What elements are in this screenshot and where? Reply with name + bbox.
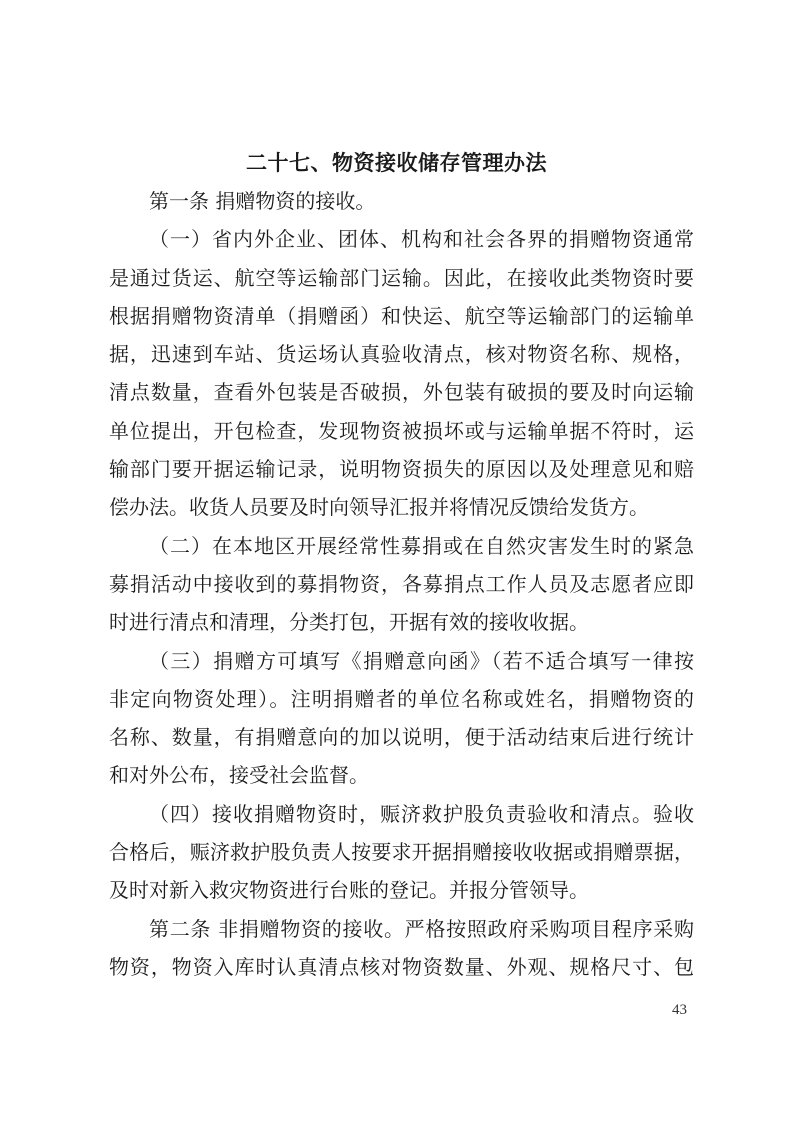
text-line: 时进行清点和清理，分类打包，开据有效的接收收据。 bbox=[109, 610, 589, 635]
text-line: 和对外公布，接受社会监督。 bbox=[109, 763, 369, 788]
text-line: （四）接收捐赠物资时，赈济救护股负责验收和清点。验收 bbox=[149, 801, 694, 826]
text-line: （一）省内外企业、团体、机构和社会各界的捐赠物资通常 bbox=[149, 227, 694, 252]
text-line: （三）捐赠方可填写《捐赠意向函》（若不适合填写一律按 bbox=[149, 648, 694, 673]
text-line: 第二条 非捐赠物资的接收。严格按照政府采购项目程序采购 bbox=[149, 916, 694, 941]
text-line: 根据捐赠物资清单（捐赠函）和快运、航空等运输部门的运输单 bbox=[109, 303, 694, 328]
body-text bbox=[109, 182, 694, 986]
text-line: 非定向物资处理）。注明捐赠者的单位名称或姓名，捐赠物资的 bbox=[109, 686, 694, 711]
text-line: 名称、数量，有捐赠意向的加以说明，便于活动结束后进行统计 bbox=[109, 725, 694, 750]
text-line: 及时对新入救灾物资进行台账的登记。并报分管领导。 bbox=[109, 878, 589, 903]
text-line: 第一条 捐赠物资的接收。 bbox=[149, 189, 376, 213]
text-line: 据，迅速到车站、货运场认真验收清点，核对物资名称、规格， bbox=[109, 342, 694, 367]
page-title: 二十七、物资接收储存管理办法 bbox=[246, 151, 547, 175]
text-line: （二）在本地区开展经常性募捐或在自然灾害发生时的紧急 bbox=[149, 533, 694, 558]
text-line: 物资，物资入库时认真清点核对物资数量、外观、规格尺寸、包 bbox=[109, 954, 694, 979]
text-line: 募捐活动中接收到的募捐物资，各募捐点工作人员及志愿者应即 bbox=[109, 571, 694, 596]
text-line: 单位提出，开包检查，发现物资被损坏或与运输单据不符时，运 bbox=[109, 418, 694, 443]
page-number: 43 bbox=[672, 1002, 687, 1018]
text-line: 是通过货运、航空等运输部门运输。因此，在接收此类物资时要 bbox=[109, 265, 694, 290]
text-line: 清点数量，查看外包装是否破损，外包装有破损的要及时向运输 bbox=[109, 380, 694, 405]
text-line: 合格后，赈济救护股负责人按要求开据捐赠接收收据或捐赠票据， bbox=[109, 840, 694, 865]
text-line: 偿办法。收货人员要及时向领导汇报并将情况反馈给发货方。 bbox=[109, 495, 649, 520]
text-line: 输部门要开据运输记录，说明物资损失的原因以及处理意见和赔 bbox=[109, 457, 694, 482]
